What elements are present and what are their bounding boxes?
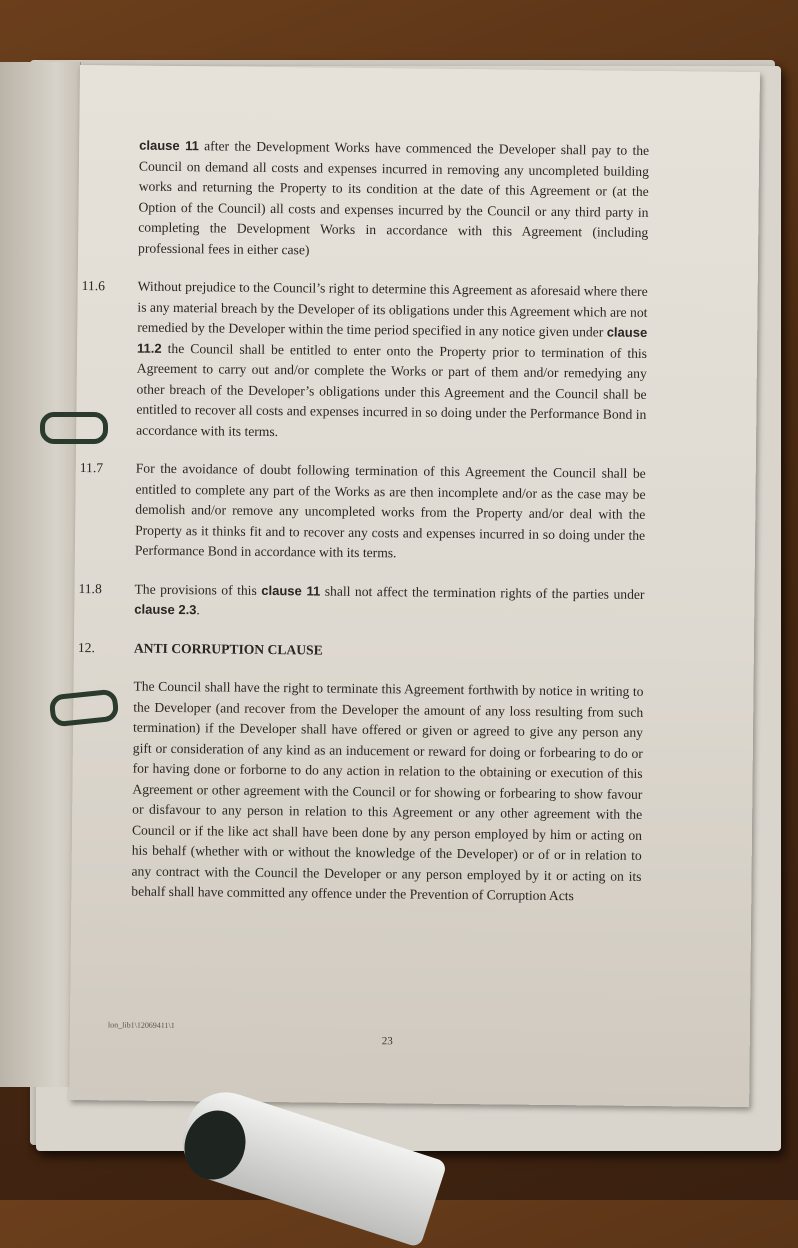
page-number: 23 [381, 1035, 393, 1048]
clause-number: 12. [77, 639, 95, 655]
paragraph-text: after the Development Works have commenced the Developer shall pay to the Council on demand all costs and expenses incurred in removing any uncompleted building works and returning the Property to its condition at the date of this Agreement or (at the Option of the Council) all costs and expenses incurred by the Council or any third party in completing the Development Works in accordance with this Agreement (including professional fees in either case) [138, 138, 650, 257]
clause-number: 11.7 [79, 460, 104, 476]
page-content [77, 136, 650, 926]
clause-number: 11.8 [78, 580, 102, 596]
paragraph-text: The provisions of this [134, 581, 262, 598]
clause-number: 11.6 [81, 278, 106, 294]
document-page [69, 65, 760, 1107]
clause-12-heading [77, 638, 644, 664]
paragraph-text: For the avoidance of doubt following termination of this Agreement the Council shall be entitled to complete any part of the Works as are then incomplete and/or as the case may be demolish and/or remove any uncompleted works from the Property and/or deal with the Property as it thinks fit and to recover any costs and expenses incurred in so doing under the Performance Bond in accordance with its terms. [134, 460, 646, 561]
clause-11-6 [81, 277, 648, 446]
paragraph-text: . [196, 602, 200, 618]
document-reference: lon_lib1\12069411\1 [107, 1020, 175, 1031]
clause-11-8 [78, 579, 645, 625]
paragraph-text: the Council shall be entitled to enter onto the Property prior to termination of this Agreement to carry out and/or complete the Works or part of them and/or remedying any other breach of the Developer’s obligations under this Agreement and the Council shall be entitled to recover all costs and expenses incurred in so doing under the Performance Bond in accordance with its terms. [136, 340, 648, 439]
paragraph-text: Without prejudice to the Council’s right to determine this Agreement as aforesaid where there is any material breach by the Developer of its obligations under this Agreement which are not remedied by the Developer within the time period specified in any notice given under [137, 278, 648, 340]
left-page-edge [0, 62, 81, 1087]
heading-text: ANTI CORRUPTION CLAUSE [133, 640, 323, 658]
binder-ring [40, 412, 108, 444]
clause-11-7 [79, 459, 646, 567]
intro-paragraph [138, 136, 649, 264]
clause-reference: clause 2.3 [134, 601, 197, 618]
clause-reference: clause 11 [139, 137, 199, 154]
paragraph-text: The Council shall have the right to terminate this Agreement forthwith by notice in writing to the Developer (and recover from the Developer the amount of any loss resulting from such termination) if the Developer shall have offered or given or agreed to give any person any gift or consideration of any kind as an inducement or reward for doing or forbearing to do or for having done or forborne to do any action in relation to the obtaining or execution of this Agreement or other agreement with the Council or for showing or forbearing to show favour or disfavour to any person in relation to this Agreement or any other agreement with the Council or if the like act shall have been done by any person employed by him or acting on his behalf (whether with or without the knowledge of the Developer) or of or in relation to any contract with the Council the Developer or any person employed by it or acting on its behalf shall have committed any offence under the Prevention of Corruption Acts [131, 678, 644, 904]
clause-reference: clause 11.2 [136, 324, 648, 356]
paragraph-text: shall not affect the termination rights of the parties under [320, 583, 645, 602]
clause-12-body [131, 677, 643, 908]
clause-reference: clause 11 [261, 582, 321, 599]
